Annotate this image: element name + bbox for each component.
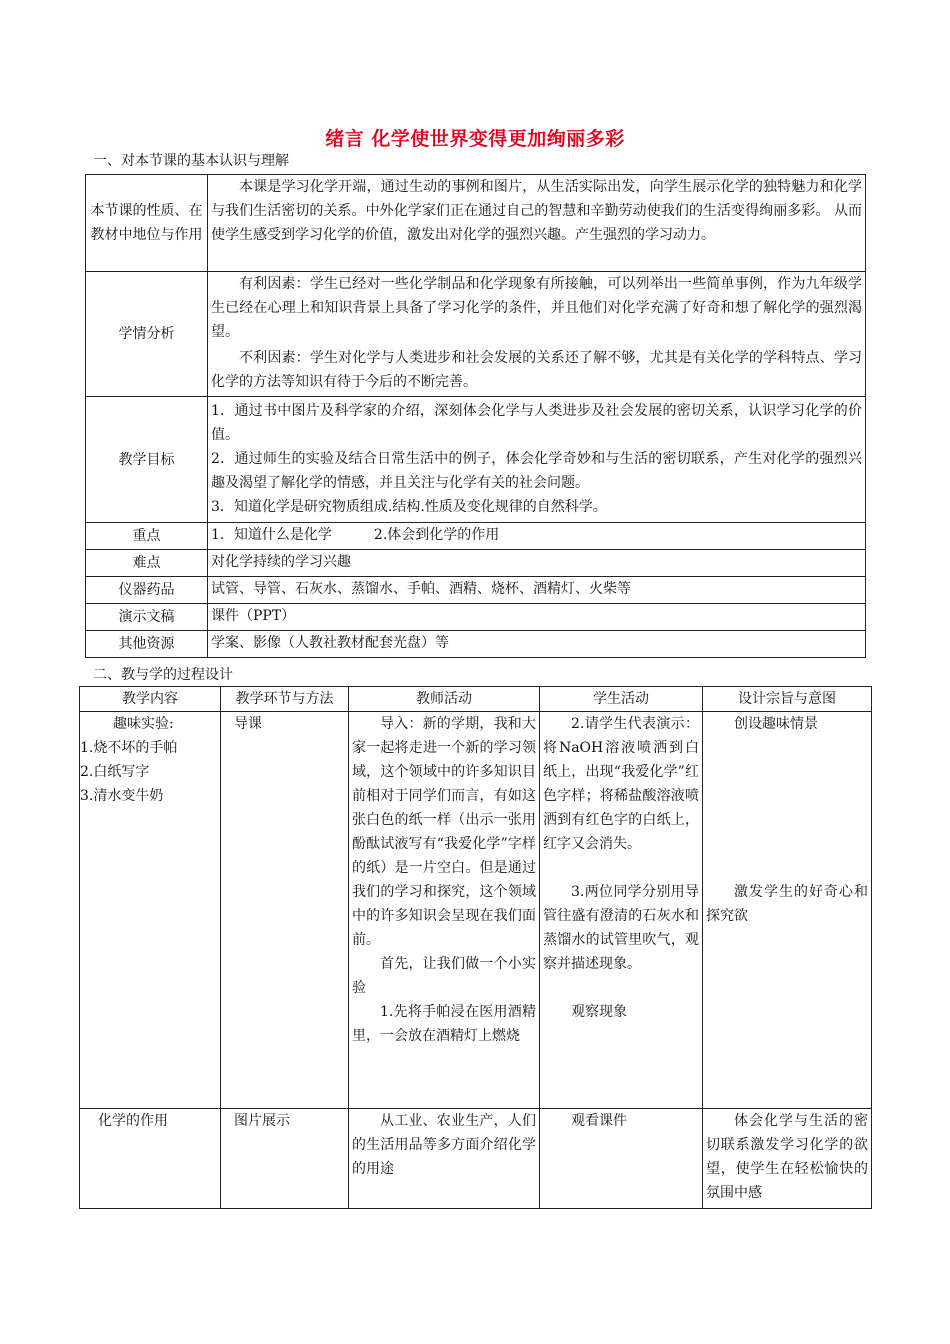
table-row [86,550,866,577]
table-row [86,272,866,397]
row-content: 课件（PPT） [208,604,866,631]
column-header: 教学内容 [80,687,221,712]
intent-cell: 创设趣味情景 激发学生的好奇心和探究欲 [703,712,872,1109]
document-title: 绪言 化学使世界变得更加绚丽多彩 [325,128,625,150]
column-header: 设计宗旨与意图 [703,687,872,712]
row-content: 对化学持续的学习兴趣 [208,550,866,577]
table-row [86,523,866,550]
method-cell: 图片展示 [221,1109,349,1209]
intent-cell: 体会化学与生活的密切联系激发学习化学的欲望，使学生在轻松愉快的氛围中感 [703,1109,872,1209]
overview-table [85,174,866,658]
table-row [86,397,866,523]
table-header-row [80,687,872,712]
row-content: 学案、影像（人教社教材配套光盘）等 [208,631,866,658]
table-row [86,631,866,658]
row-content: 1．通过书中图片及科学家的介绍，深刻体会化学与人类进步及社会发展的密切关系，认识学习化学的价值。 2．通过师生的实验及结合日常生活中的例子，体会化学奇妙和与生活的密切联系，产生对化学的强烈兴趣及渴望了解化学的情感，并且关注与化学有关的社会问题。 3．知道化学是研究物质组成.结构.性质及变化规律的自然科学。 [208,397,866,523]
table-row [86,175,866,272]
table-row [80,1109,872,1209]
table-row [80,712,872,1109]
row-label: 教学目标 [86,397,208,523]
row-label: 仪器药品 [86,577,208,604]
row-label: 演示文稿 [86,604,208,631]
row-content: 本课是学习化学开端，通过生动的事例和图片，从生活实际出发，向学生展示化学的独特魅力和化学与我们生活密切的关系。中外化学家们正在通过自己的智慧和辛勤劳动使我们的生活变得绚丽多彩。 从而使学生感受到学习化学的价值，激发出对化学的强烈兴趣。产生强烈的学习动力。 [208,175,866,272]
row-label: 学情分析 [86,272,208,397]
process-table [79,686,872,1209]
teacher-cell: 从工业、农业生产，人们的生活用品等多方面介绍化学的用途 [349,1109,540,1209]
teacher-cell: 导入：新的学期，我和大家一起将走进一个新的学习领域，这个领域中的许多知识目前相对于同学们而言，有如这张白色的纸一样（出示一张用酚酞试液写有“我爱化学”字样的纸）是一片空白。但是通过我们的学习和探究，这个领域中的许多知识会呈现在我们面前。 首先，让我们做一个小实验 1.先将手帕浸在医用酒精里，一会放在酒精灯上燃烧 [349,712,540,1109]
row-label: 重点 [86,523,208,550]
row-label: 难点 [86,550,208,577]
method-cell: 导课 [221,712,349,1109]
student-cell: 观看课件 [540,1109,703,1209]
row-label: 本节课的性质、在教材中地位与作用 [86,175,208,272]
table-row [86,604,866,631]
row-content: 有利因素：学生已经对一些化学制品和化学现象有所接触，可以列举出一些简单事例，作为九年级学生已经在心理上和知识背景上具备了学习化学的条件，并且他们对化学充满了好奇和想了解化学的强烈渴望。 不利因素：学生对化学与人类进步和社会发展的关系还了解不够，尤其是有关化学的学科特点、学习化学的方法等知识有待于今后的不断完善。 [208,272,866,397]
row-label: 其他资源 [86,631,208,658]
column-header: 学生活动 [540,687,703,712]
row-content: 1．知道什么是化学 2.体会到化学的作用 [208,523,866,550]
column-header: 教学环节与方法 [221,687,349,712]
column-header: 教师活动 [349,687,540,712]
table-row [86,577,866,604]
section1-heading: 一、对本节课的基本认识与理解 [93,153,289,169]
content-cell: 化学的作用 [80,1109,221,1209]
row-content: 试管、导管、石灰水、蒸馏水、手帕、酒精、烧杯、酒精灯、火柴等 [208,577,866,604]
content-cell: 趣味实验: 1.烧不坏的手帕 2.白纸写字 3.清水变牛奶 [80,712,221,1109]
student-cell: 2.请学生代表演示：将NaOH溶液喷洒到白纸上，出现“我爱化学”红色字样；将稀盐酸溶液喷洒到有红色字的白纸上，红字又会消失。 3.两位同学分别用导管往盛有澄清的石灰水和蒸馏水的试管里吹气，观察并描述现象。 观察现象 [540,712,703,1109]
section2-heading: 二、教与学的过程设计 [93,667,233,683]
